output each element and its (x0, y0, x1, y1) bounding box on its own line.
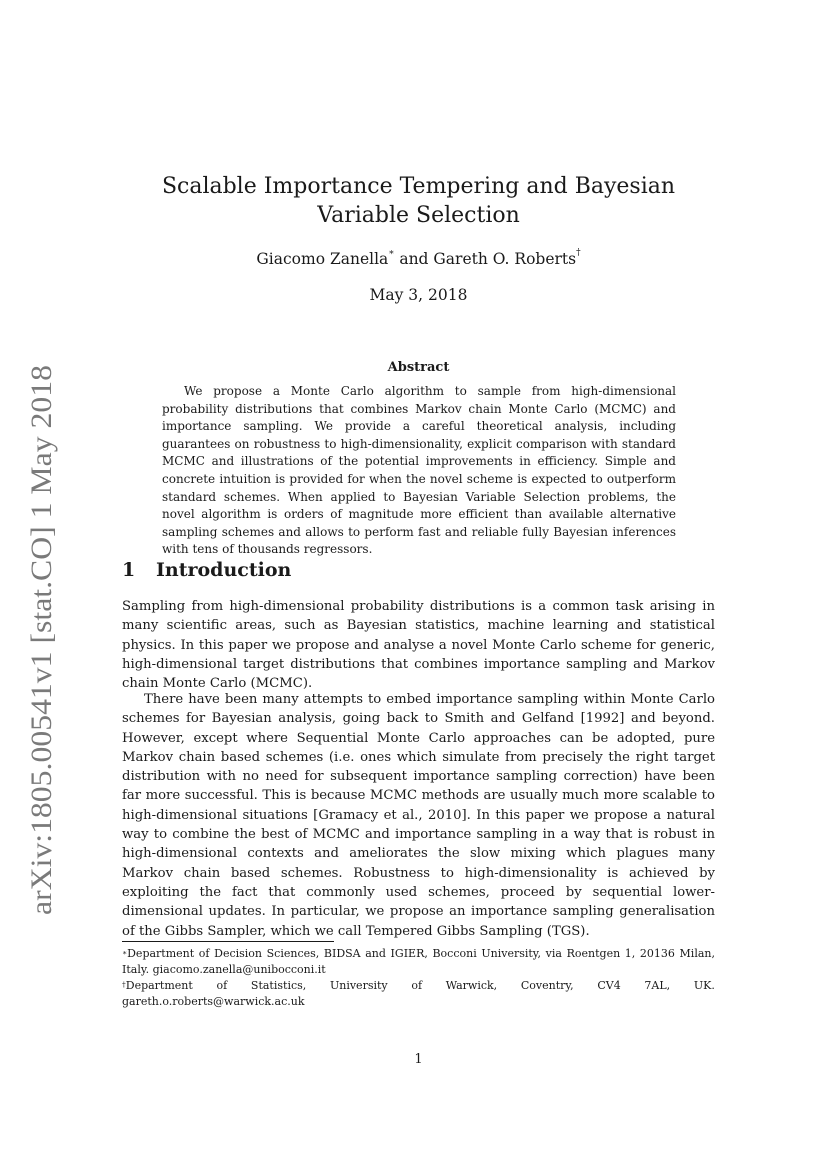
body-paragraph: There have been many attempts to embed importance sampling within Monte Carlo schemes for Bayesian analysis, going back to Smith and Gelfand [1992] and beyond. However, except where Sequential Monte Carlo approaches can be adopted, pure Markov chain based schemes (i.e. ones which simulate from precisely the right target distribution with no need for subsequent importance sampling correction) have been far more successful. This is because MCMC methods are usually much more scalable to high-dimensional situations [Gramacy et al., 2010]. In this paper we propose a natural way to combine the best of MCMC and importance sampling in a way that is robust in high-dimensional contexts and ameliorates the slow mixing which plagues many Markov chain based schemes. Robustness to high-dimensionality is achieved by exploiting the fact that commonly used schemes, proceed by sequential lower-dimensional updates. In particular, we propose an importance sampling generalisation of the Gibbs Sampler, which we call Tempered Gibbs Sampling (TGS). (122, 692, 715, 939)
footnote-word: 7AL, (644, 979, 671, 992)
footnote-word: of (411, 979, 423, 992)
footnote-word: of (216, 979, 228, 992)
section-number: 1 (122, 559, 136, 581)
footnote-text: Department of Decision Sciences, BIDSA and IGIER, Bocconi University, via Roentgen 1, 20136 Milan, Italy. giacomo.zanella@unibocconi.it (122, 947, 715, 976)
footnote-affiliation-line (122, 978, 715, 994)
author-name: Giacomo Zanella (256, 250, 389, 268)
author-connector: and (394, 250, 434, 268)
footnote-mark: ∗ (388, 248, 395, 258)
abstract-text: We propose a Monte Carlo algorithm to sample from high-dimensional probability distributions that combines Markov chain Monte Carlo (MCMC) and importance sampling. We provide a careful theoretical analysis, including guarantees on robustness to high-dimensionality, explicit comparison with standard MCMC and illustrations of the potential improvements in efficiency. Simple and concrete intuition is provided for when the novel scheme is expected to outperform standard schemes. When applied to Bayesian Variable Selection problems, the novel algorithm is orders of magnitude more efficient than available alternative sampling schemes and allows to perform fast and reliable fully Bayesian inferences with tens of thousands regressors. (162, 384, 676, 557)
footnote (122, 946, 715, 978)
body-paragraph: Sampling from high-dimensional probability distributions is a common task arising in many scientific areas, such as Bayesian statistics, machine learning and statistical physics. In this paper we propose and analyse a novel Monte Carlo scheme for generic, high-dimensional target distributions that combines importance sampling and Markov chain Monte Carlo (MCMC). (122, 599, 715, 692)
paper-date: May 3, 2018 (369, 286, 468, 304)
arxiv-identifier-stamp (18, 360, 62, 920)
footnote-word: University (329, 979, 388, 992)
author-name: Gareth O. Roberts (433, 250, 577, 268)
section-heading (122, 559, 291, 581)
footnote-word: Coventry, (520, 979, 574, 992)
author-line (122, 250, 715, 268)
footnote-word: Warwick, (445, 979, 498, 992)
footnote-mark: † (122, 980, 126, 989)
footnote-divider (122, 941, 334, 942)
footnote-word-text: Department (125, 979, 193, 992)
footnote-mark: ∗ (122, 948, 128, 957)
footnote-word: Statistics, (250, 979, 307, 992)
footnote (122, 978, 715, 1010)
abstract-heading: Abstract (387, 360, 450, 375)
footnote-mark: † (576, 248, 581, 258)
section-title: Introduction (156, 559, 292, 581)
paper-title: Scalable Importance Tempering and Bayesian Variable Selection (161, 174, 676, 228)
arxiv-identifier-text: arXiv:1805.00541v1 [stat.CO] 1 May 2018 (25, 395, 58, 915)
footnote-word (122, 978, 193, 994)
footnote-email: gareth.o.roberts@warwick.ac.uk (122, 995, 305, 1008)
footnote-word: UK. (693, 979, 715, 992)
footnote-word: CV4 (597, 979, 621, 992)
page-number: 1 (414, 1052, 423, 1067)
